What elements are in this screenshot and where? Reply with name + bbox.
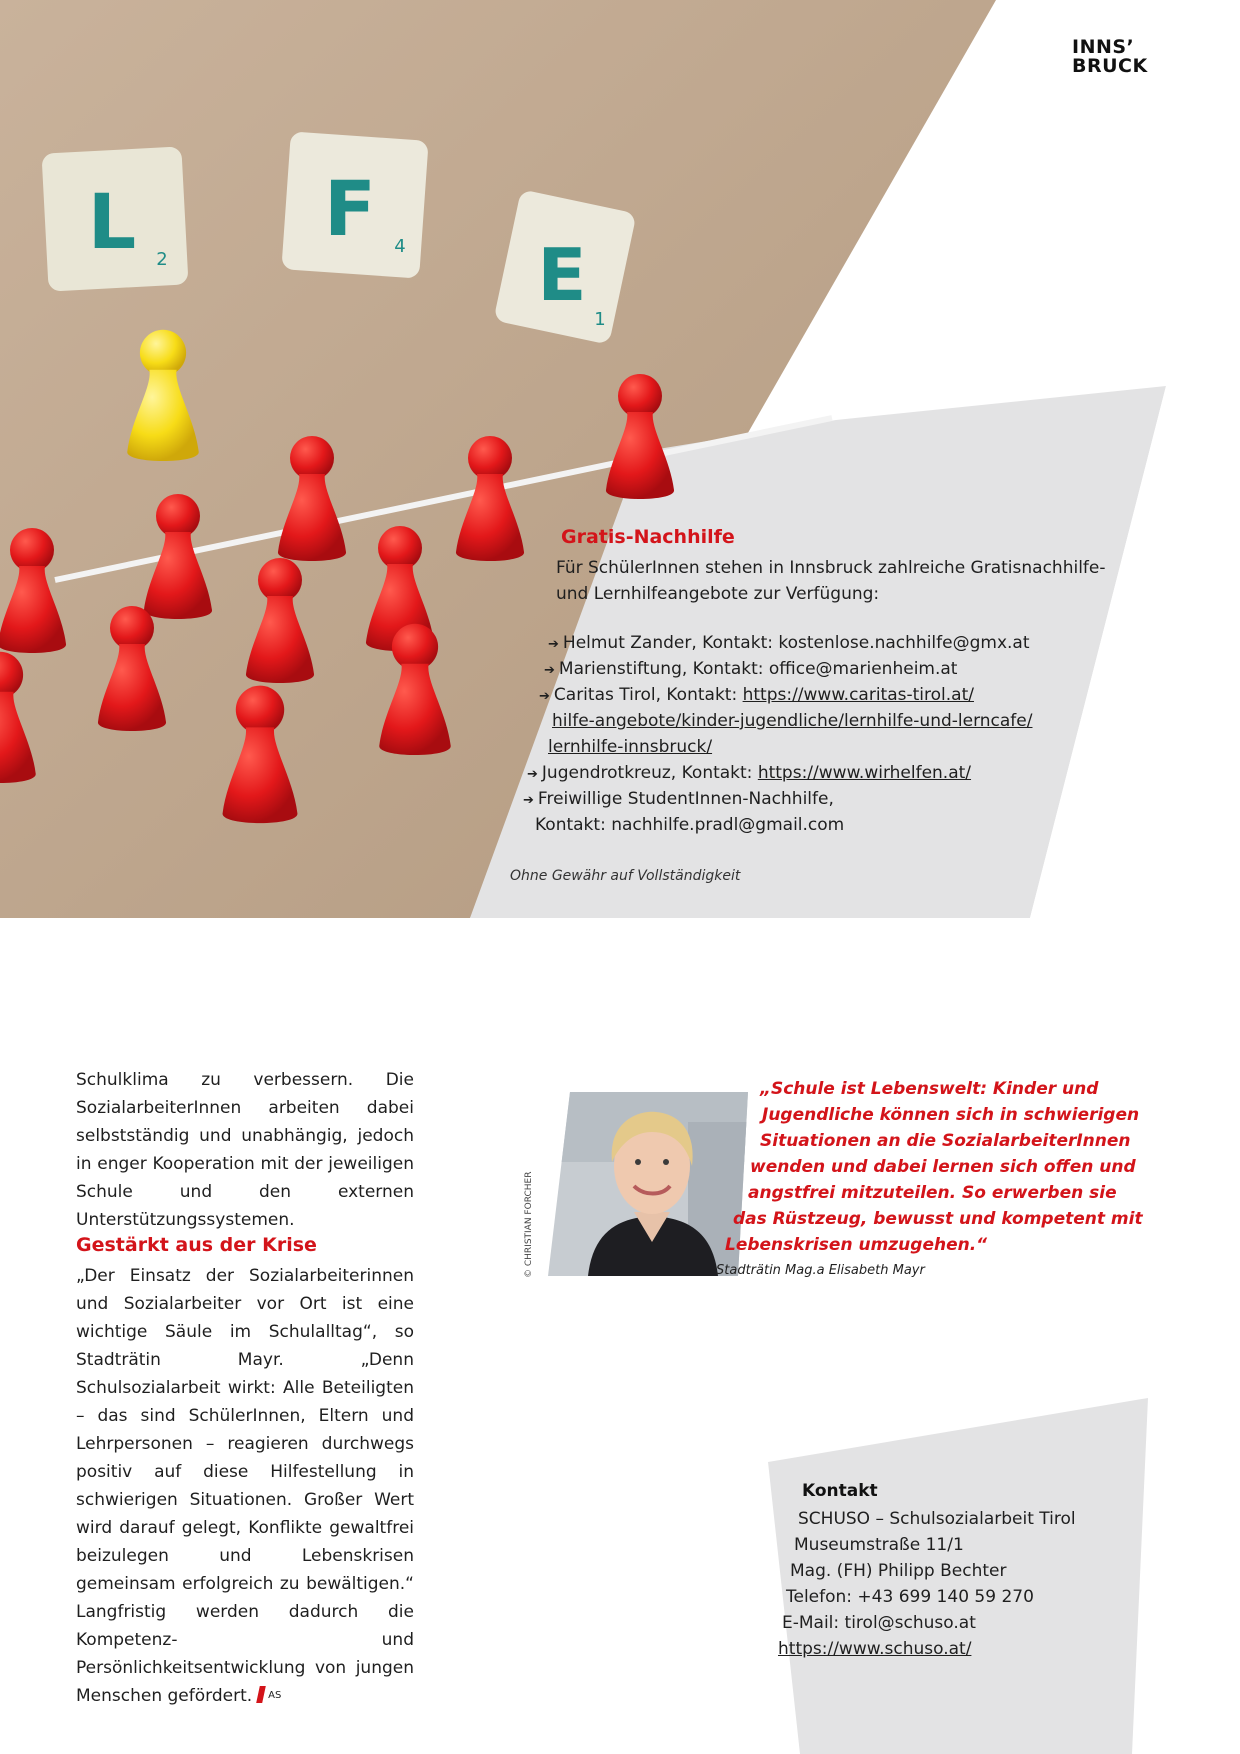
email-link[interactable]: Kontakt: nachhilfe.pradl@gmail.com — [535, 815, 845, 835]
list-item: ➔ Caritas Tirol, Kontakt: https://www.caritas-tirol.at/ — [539, 685, 974, 705]
caritas-link-part-3[interactable]: lernhilfe-innsbruck/ — [548, 737, 713, 757]
svg-text:1: 1 — [594, 309, 606, 330]
caritas-link-part-2[interactable]: hilfe-angebote/kinder-jugendliche/lernhilfe-und-lerncafe/ — [552, 711, 1033, 731]
svg-text:E: E — [537, 233, 587, 317]
article-heading: Gestärkt aus der Krise — [76, 1234, 317, 1256]
email-link[interactable]: office@marienheim.at — [768, 659, 958, 679]
svg-text:2: 2 — [156, 249, 168, 270]
arrow-icon: ➔ — [539, 689, 550, 704]
disclaimer: Ohne Gewähr auf Vollständigkeit — [510, 868, 741, 884]
svg-text:L: L — [87, 177, 137, 266]
contact-line: SCHUSO – Schulsozialarbeit Tirol — [798, 1509, 1076, 1529]
wirhelfen-link[interactable]: https://www.wirhelfen.at/ — [757, 763, 972, 783]
photo-credit: © CHRISTIAN FORCHER — [524, 1171, 534, 1278]
svg-text:F: F — [324, 164, 376, 253]
list-item: ➔ Jugendrotkreuz, Kontakt: https://www.wirhelfen.at/ — [527, 763, 972, 783]
article-intro: Schulklima zu verbessern. Die SozialarbeiterInnen arbeiten dabei selbstständig und unabhängig, jedoch in enger Kooperation mit der jeweiligen Schule und den externen Unterstützungssystemen. — [76, 1070, 414, 1230]
quote-line: „Schule ist Lebenswelt: Kinder und — [760, 1079, 1099, 1099]
quote-line: Lebenskrisen umzugehen.“ — [725, 1235, 988, 1255]
quote-source: Stadträtin Mag.a Elisabeth Mayr — [716, 1263, 925, 1278]
contact-line: Telefon: +43 699 140 59 270 — [786, 1587, 1034, 1607]
contact-line: Museumstraße 11/1 — [794, 1535, 964, 1555]
logo-line-2: BRUCK — [1072, 55, 1148, 77]
arrow-icon: ➔ — [548, 637, 559, 652]
svg-text:4: 4 — [394, 236, 406, 257]
quote-line: Situationen an die SozialarbeiterInnen — [760, 1131, 1131, 1151]
list-item: ➔ Helmut Zander, Kontakt: kostenlose.nachhilfe@gmx.at — [548, 633, 1030, 653]
quote-line: angstfrei mitzuteilen. So erwerben sie — [748, 1183, 1117, 1203]
arrow-icon: ➔ — [523, 793, 534, 808]
info-box-intro: Für SchülerInnen stehen in Innsbruck zahlreiche Gratisnachhilfe- und Lernhilfeangebote zur Verfügung: — [556, 558, 1106, 604]
email-link[interactable]: kostenlose.nachhilfe@gmx.at — [778, 633, 1030, 653]
quote-line: das Rüstzeug, bewusst und kompetent mit — [733, 1209, 1143, 1229]
article-body-text: „Der Einsatz der Sozialarbeiterinnen und Sozialarbeiter vor Ort ist eine wichtige Säule im Schulalltag“, so Stadträtin Mayr. „Denn Schulsozialarbeit wirkt: Alle Beteiligten – das sind SchülerInnen, Eltern und Lehrpersonen – reagieren durchwegs positiv auf diese Hilfestellung in schwierigen Situationen. Großer Wert wird darauf gelegt, Konflikte gewaltfrei beizulegen und Lebenskrisen gemeinsam erfolgreich zu bewältigen.“ Langfristig werden dadurch die Kompetenz- und Persönlichkeitsentwicklung von jungen Menschen gefördert. — [76, 1266, 414, 1706]
author-initials: AS — [268, 1690, 282, 1701]
contact-line: Mag. (FH) Philipp Bechter — [790, 1561, 1007, 1581]
quote-line: Jugendliche können sich in schwierigen — [762, 1105, 1140, 1125]
caritas-link[interactable]: https://www.caritas-tirol.at/ — [742, 685, 974, 705]
list-item: ➔ Freiwillige StudentInnen-Nachhilfe, — [523, 789, 834, 809]
list-item: ➔ Marienstiftung, Kontakt: office@marienheim.at — [544, 659, 958, 679]
contact-email[interactable]: E-Mail: tirol@schuso.at — [782, 1613, 976, 1633]
logo-line-1: INNS’ — [1072, 36, 1135, 58]
arrow-icon: ➔ — [527, 767, 538, 782]
arrow-icon: ➔ — [544, 663, 555, 678]
quote-line: wenden und dabei lernen sich offen und — [750, 1157, 1136, 1177]
contact-website-link[interactable]: https://www.schuso.at/ — [778, 1639, 972, 1659]
info-box-title: Gratis-Nachhilfe — [561, 526, 735, 548]
contact-title: Kontakt — [802, 1481, 878, 1501]
